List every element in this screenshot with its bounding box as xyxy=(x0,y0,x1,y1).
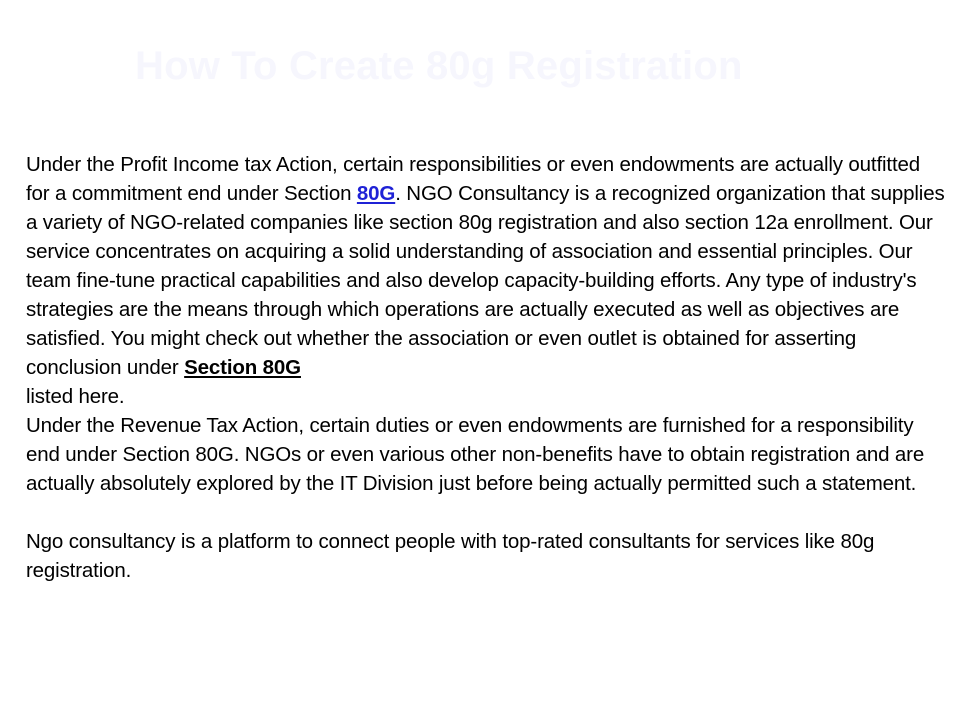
paragraph-1 xyxy=(26,150,948,411)
paragraph-1-text-c: listed here. xyxy=(26,385,125,408)
body-text xyxy=(26,150,948,585)
paragraph-spacer xyxy=(26,498,948,527)
section-80g-here-link[interactable]: Section 80G xyxy=(184,356,301,379)
paragraph-3: Ngo consultancy is a platform to connect people with top-rated consultants for services like 80g registration. xyxy=(26,530,875,582)
slide-title: How To Create 80g Registration xyxy=(135,44,743,88)
paragraph-2: Under the Revenue Tax Action, certain duties or even endowments are furnished for a responsibility end under Section 80G. NGOs or even various other non-benefits have to obtain registration and are actually absolutely explored by the IT Division just before being actually permitted such a statement. xyxy=(26,414,925,495)
section-80g-link[interactable]: 80G xyxy=(356,182,396,205)
paragraph-1-text-a: Under the Profit Income tax Action, certain responsibilities or even endowments are actually outfitted for a commitment end under Section xyxy=(26,153,921,205)
paragraph-1-text-b: . NGO Consultancy is a recognized organization that supplies a variety of NGO-related companies like section 80g registration and also section 12a enrollment. Our service concentrates on acquiring a solid understanding of association and essential principles. Our team fine-tune practical capabilities and also develop capacity-building efforts. Any type of industry's strategies are the means through which operations are actually executed as well as objectives are satisfied. You might check out whether the association or even outlet is obtained for asserting conclusion under xyxy=(26,182,945,379)
